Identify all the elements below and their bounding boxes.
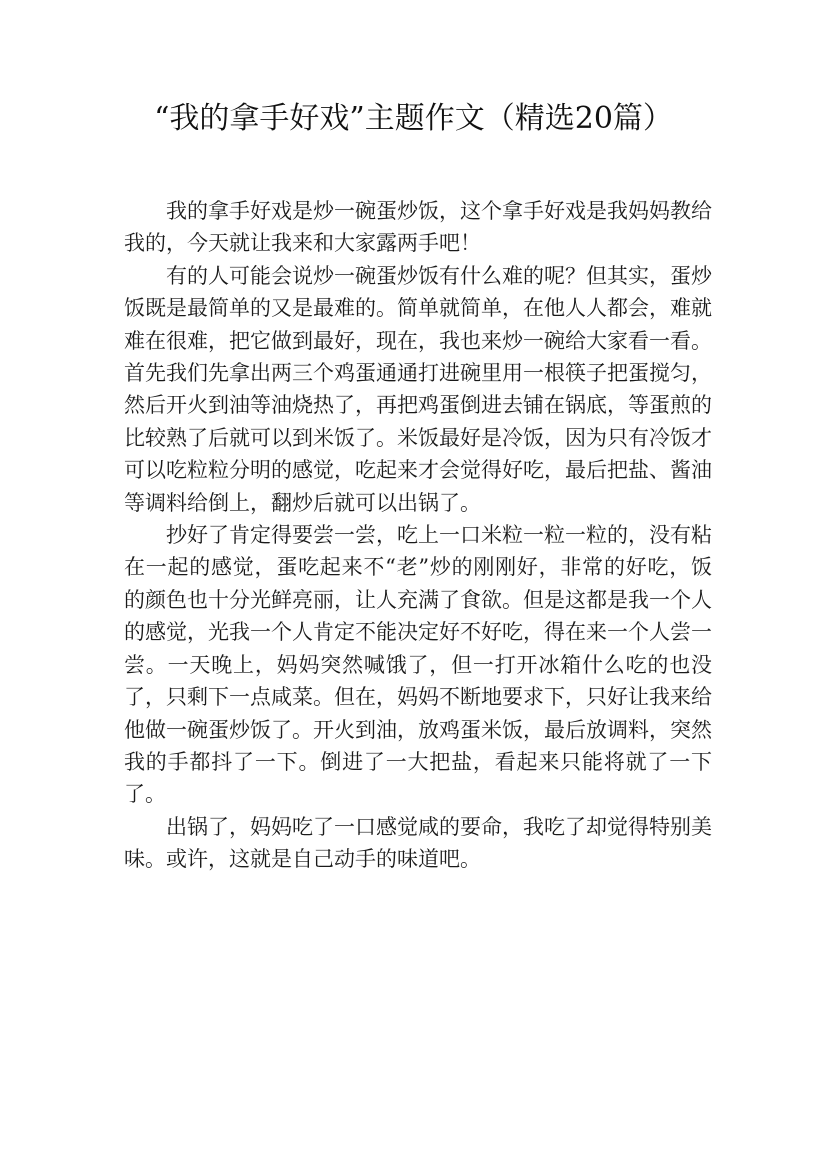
- paragraph-4: 出锅了，妈妈吃了一口感觉咸的要命，我吃了却觉得特别美味。或许，这就是自己动手的味道吧。: [124, 814, 712, 872]
- document-title: “我的拿手好戏”主题作文（精选20篇）: [154, 101, 673, 136]
- paragraph-1: 我的拿手好戏是炒一碗蛋炒饭，这个拿手好戏是我妈妈教给我的，今天就让我来和大家露两手吧！: [124, 199, 712, 256]
- paragraph-2: 有的人可能会说炒一碗蛋炒饭有什么难的呢？但其实，蛋炒饭既是最简单的又是最难的。简单就简单，在他人人都会，难就难在很难，把它做到最好，现在，我也来炒一碗给大家看一看。首先我们先拿出两三个鸡蛋通通打进碗里用一根筷子把蛋搅匀，然后开火到油等油烧热了，再把鸡蛋倒进去铺在锅底，等蛋煎的比较熟了后就可以到米饭了。米饭最好是冷饭，因为只有冷饭才可以吃粒粒分明的感觉，吃起来才会觉得好吃，最后把盐、酱油等调料给倒上，翻炒后就可以出锅了。: [124, 263, 712, 515]
- document-body: [124, 195, 712, 876]
- paragraph-3: 抄好了肯定得要尝一尝，吃上一口米粒一粒一粒的，没有粘在一起的感觉，蛋吃起来不“老”炒的刚刚好，非常的好吃，饭的颜色也十分光鲜亮丽，让人充满了食欲。但是这都是我一个人的感觉，光我一个人肯定不能决定好不好吃，得在来一个人尝一尝。一天晚上，妈妈突然喊饿了，但一打开冰箱什么吃的也没了，只剩下一点咸菜。但在，妈妈不断地要求下，只好让我来给他做一碗蛋炒饭了。开火到油，放鸡蛋米饭，最后放调料，突然我的手都抖了一下。倒进了一大把盐，看起来只能将就了一下了。: [124, 523, 712, 807]
